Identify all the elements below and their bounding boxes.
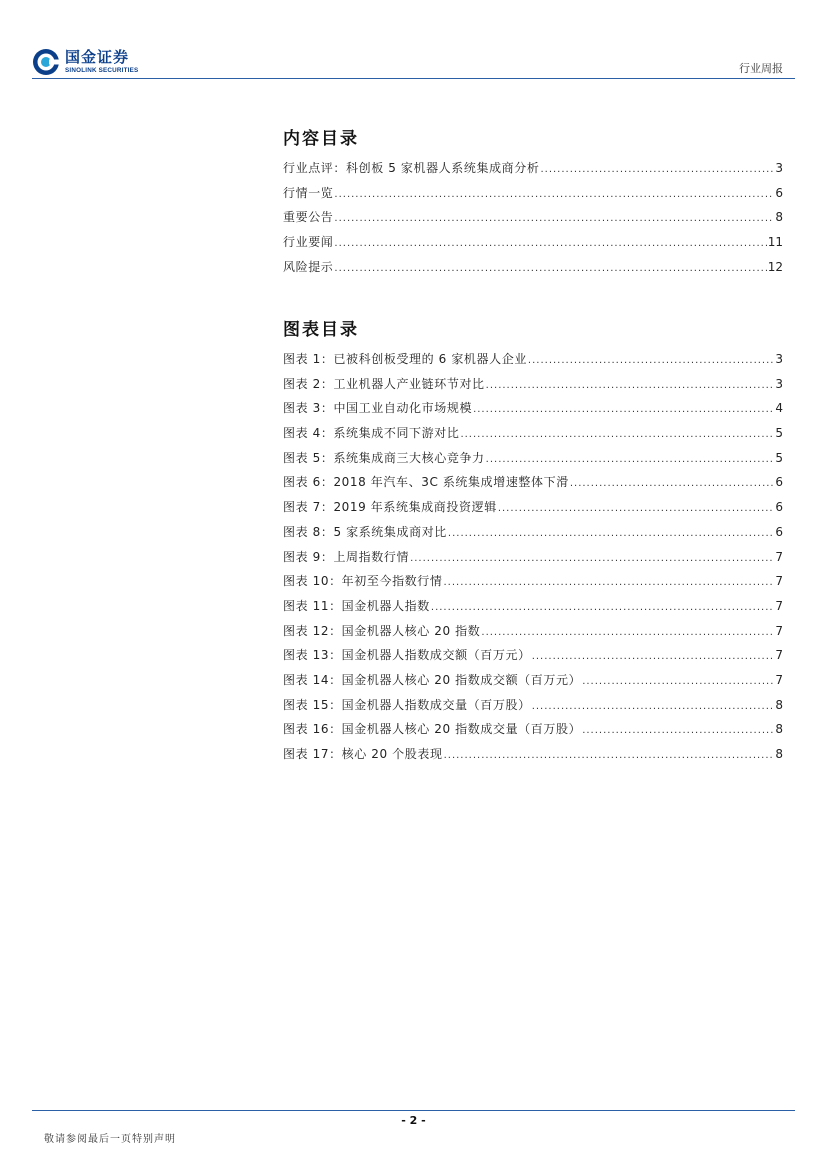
- figures-item-label: 图表 3：中国工业自动化市场规模: [283, 401, 473, 416]
- figures-item-page: 8: [775, 747, 783, 761]
- dot-leader: [473, 404, 774, 415]
- figures-item-page: 7: [775, 574, 783, 589]
- figures-item-label: 图表 1：已被科创板受理的 6 家机器人企业: [283, 352, 527, 366]
- contents-item-label: 重要公告: [283, 210, 334, 225]
- dot-leader: [410, 553, 774, 564]
- sinolink-logo-icon: [32, 48, 60, 76]
- dot-leader: [486, 454, 775, 465]
- dot-leader: [444, 577, 775, 588]
- figures-item[interactable]: [283, 548, 783, 573]
- dot-leader: [444, 750, 775, 761]
- figures-item[interactable]: [283, 622, 783, 647]
- figures-item[interactable]: [283, 671, 783, 696]
- figures-item-page: 7: [775, 598, 783, 613]
- dot-leader: [532, 651, 775, 662]
- dot-leader: [486, 380, 775, 391]
- figures-list: [283, 350, 783, 770]
- contents-item[interactable]: [283, 258, 783, 283]
- figures-title: 图表目录: [283, 320, 359, 340]
- figures-item[interactable]: [283, 498, 783, 523]
- dot-leader: [431, 602, 774, 613]
- dot-leader: [448, 528, 774, 539]
- figures-item[interactable]: [283, 375, 783, 400]
- contents-item-label: 行业要闻: [283, 235, 334, 250]
- footer-divider: [32, 1110, 795, 1111]
- figures-item-page: 5: [775, 450, 783, 465]
- dot-leader: [532, 701, 775, 712]
- figures-item-page: 6: [775, 475, 783, 490]
- figures-item-page: 5: [775, 426, 783, 441]
- brand-name-cn: 国金证券: [65, 47, 130, 66]
- dot-leader: [528, 355, 774, 366]
- page-header: [0, 0, 827, 90]
- dot-leader: [334, 213, 774, 224]
- dot-leader: [481, 627, 774, 638]
- figures-item-page: 7: [775, 672, 783, 687]
- figures-item[interactable]: [283, 696, 783, 721]
- dot-leader: [582, 725, 774, 736]
- contents-toc: [283, 127, 783, 282]
- figures-item[interactable]: [283, 350, 783, 375]
- dot-leader: [334, 189, 774, 200]
- dot-leader: [460, 429, 774, 440]
- figures-item-label: 图表 6：2018 年汽车、3C 系统集成增速整体下滑: [283, 475, 569, 490]
- figures-item[interactable]: [283, 473, 783, 498]
- brand-logo: [32, 46, 138, 78]
- figures-item-page: 7: [775, 623, 783, 638]
- brand-name-en: SINOLINK SECURITIES: [65, 66, 139, 74]
- figures-item-page: 7: [775, 549, 783, 564]
- contents-item-page: 12: [767, 259, 783, 274]
- figures-item-page: 7: [775, 648, 783, 663]
- figures-item-page: 3: [775, 352, 783, 366]
- figures-item-label: 图表 12：国金机器人核心 20 指数: [283, 623, 481, 638]
- dot-leader: [582, 676, 774, 687]
- figures-item[interactable]: [283, 449, 783, 474]
- dot-leader: [334, 238, 766, 249]
- figures-item[interactable]: [283, 399, 783, 424]
- figures-item-label: 图表 4：系统集成不同下游对比: [283, 426, 460, 441]
- figures-item-page: 3: [775, 376, 783, 391]
- figures-item-page: 6: [775, 500, 783, 515]
- contents-item-label: 行情一览: [283, 185, 334, 200]
- figures-item-page: 8: [775, 722, 783, 737]
- contents-item[interactable]: [283, 159, 783, 184]
- report-type: 行业周报: [739, 62, 783, 75]
- contents-item[interactable]: [283, 208, 783, 233]
- contents-item-page: 8: [775, 210, 783, 225]
- figures-toc: [283, 318, 783, 770]
- figures-item-label: 图表 2：工业机器人产业链环节对比: [283, 376, 485, 391]
- contents-title: 内容目录: [283, 129, 359, 149]
- figures-item-page: 4: [775, 401, 783, 416]
- dot-leader: [540, 164, 774, 175]
- figures-item[interactable]: [283, 424, 783, 449]
- figures-item[interactable]: [283, 646, 783, 671]
- figures-item[interactable]: [283, 597, 783, 622]
- contents-item-page: 11: [767, 235, 783, 250]
- dot-leader: [498, 503, 775, 514]
- figures-item-label: 图表 11：国金机器人指数: [283, 598, 430, 613]
- figures-item-label: 图表 8：5 家系统集成商对比: [283, 524, 447, 539]
- contents-item[interactable]: [283, 233, 783, 258]
- dot-leader: [334, 263, 766, 274]
- contents-list: [283, 159, 783, 282]
- figures-item-page: 8: [775, 697, 783, 712]
- figures-item[interactable]: [283, 745, 783, 770]
- figures-item-label: 图表 15：国金机器人指数成交量（百万股）: [283, 697, 531, 712]
- disclaimer-text: 敬请参阅最后一页特别声明: [44, 1134, 176, 1145]
- figures-item[interactable]: [283, 720, 783, 745]
- dot-leader: [570, 478, 775, 489]
- contents-item[interactable]: [283, 184, 783, 209]
- contents-item-label: 行业点评：科创板 5 家机器人系统集成商分析: [283, 161, 540, 175]
- figures-item-label: 图表 7：2019 年系统集成商投资逻辑: [283, 500, 497, 515]
- figures-item-label: 图表 13：国金机器人指数成交额（百万元）: [283, 648, 531, 663]
- figures-item[interactable]: [283, 523, 783, 548]
- contents-item-label: 风险提示: [283, 259, 334, 274]
- figures-item[interactable]: [283, 572, 783, 597]
- figures-item-label: 图表 17：核心 20 个股表现: [283, 747, 443, 761]
- contents-item-page: 3: [775, 161, 783, 175]
- figures-item-label: 图表 14：国金机器人核心 20 指数成交额（百万元）: [283, 672, 582, 687]
- page-number: - 2 -: [401, 1114, 426, 1127]
- figures-item-label: 图表 16：国金机器人核心 20 指数成交量（百万股）: [283, 722, 582, 737]
- contents-item-page: 6: [775, 185, 783, 200]
- figures-item-label: 图表 9：上周指数行情: [283, 549, 410, 564]
- header-divider: [32, 78, 795, 79]
- figures-item-label: 图表 10：年初至今指数行情: [283, 574, 443, 589]
- figures-item-page: 6: [775, 524, 783, 539]
- figures-item-label: 图表 5：系统集成商三大核心竞争力: [283, 450, 485, 465]
